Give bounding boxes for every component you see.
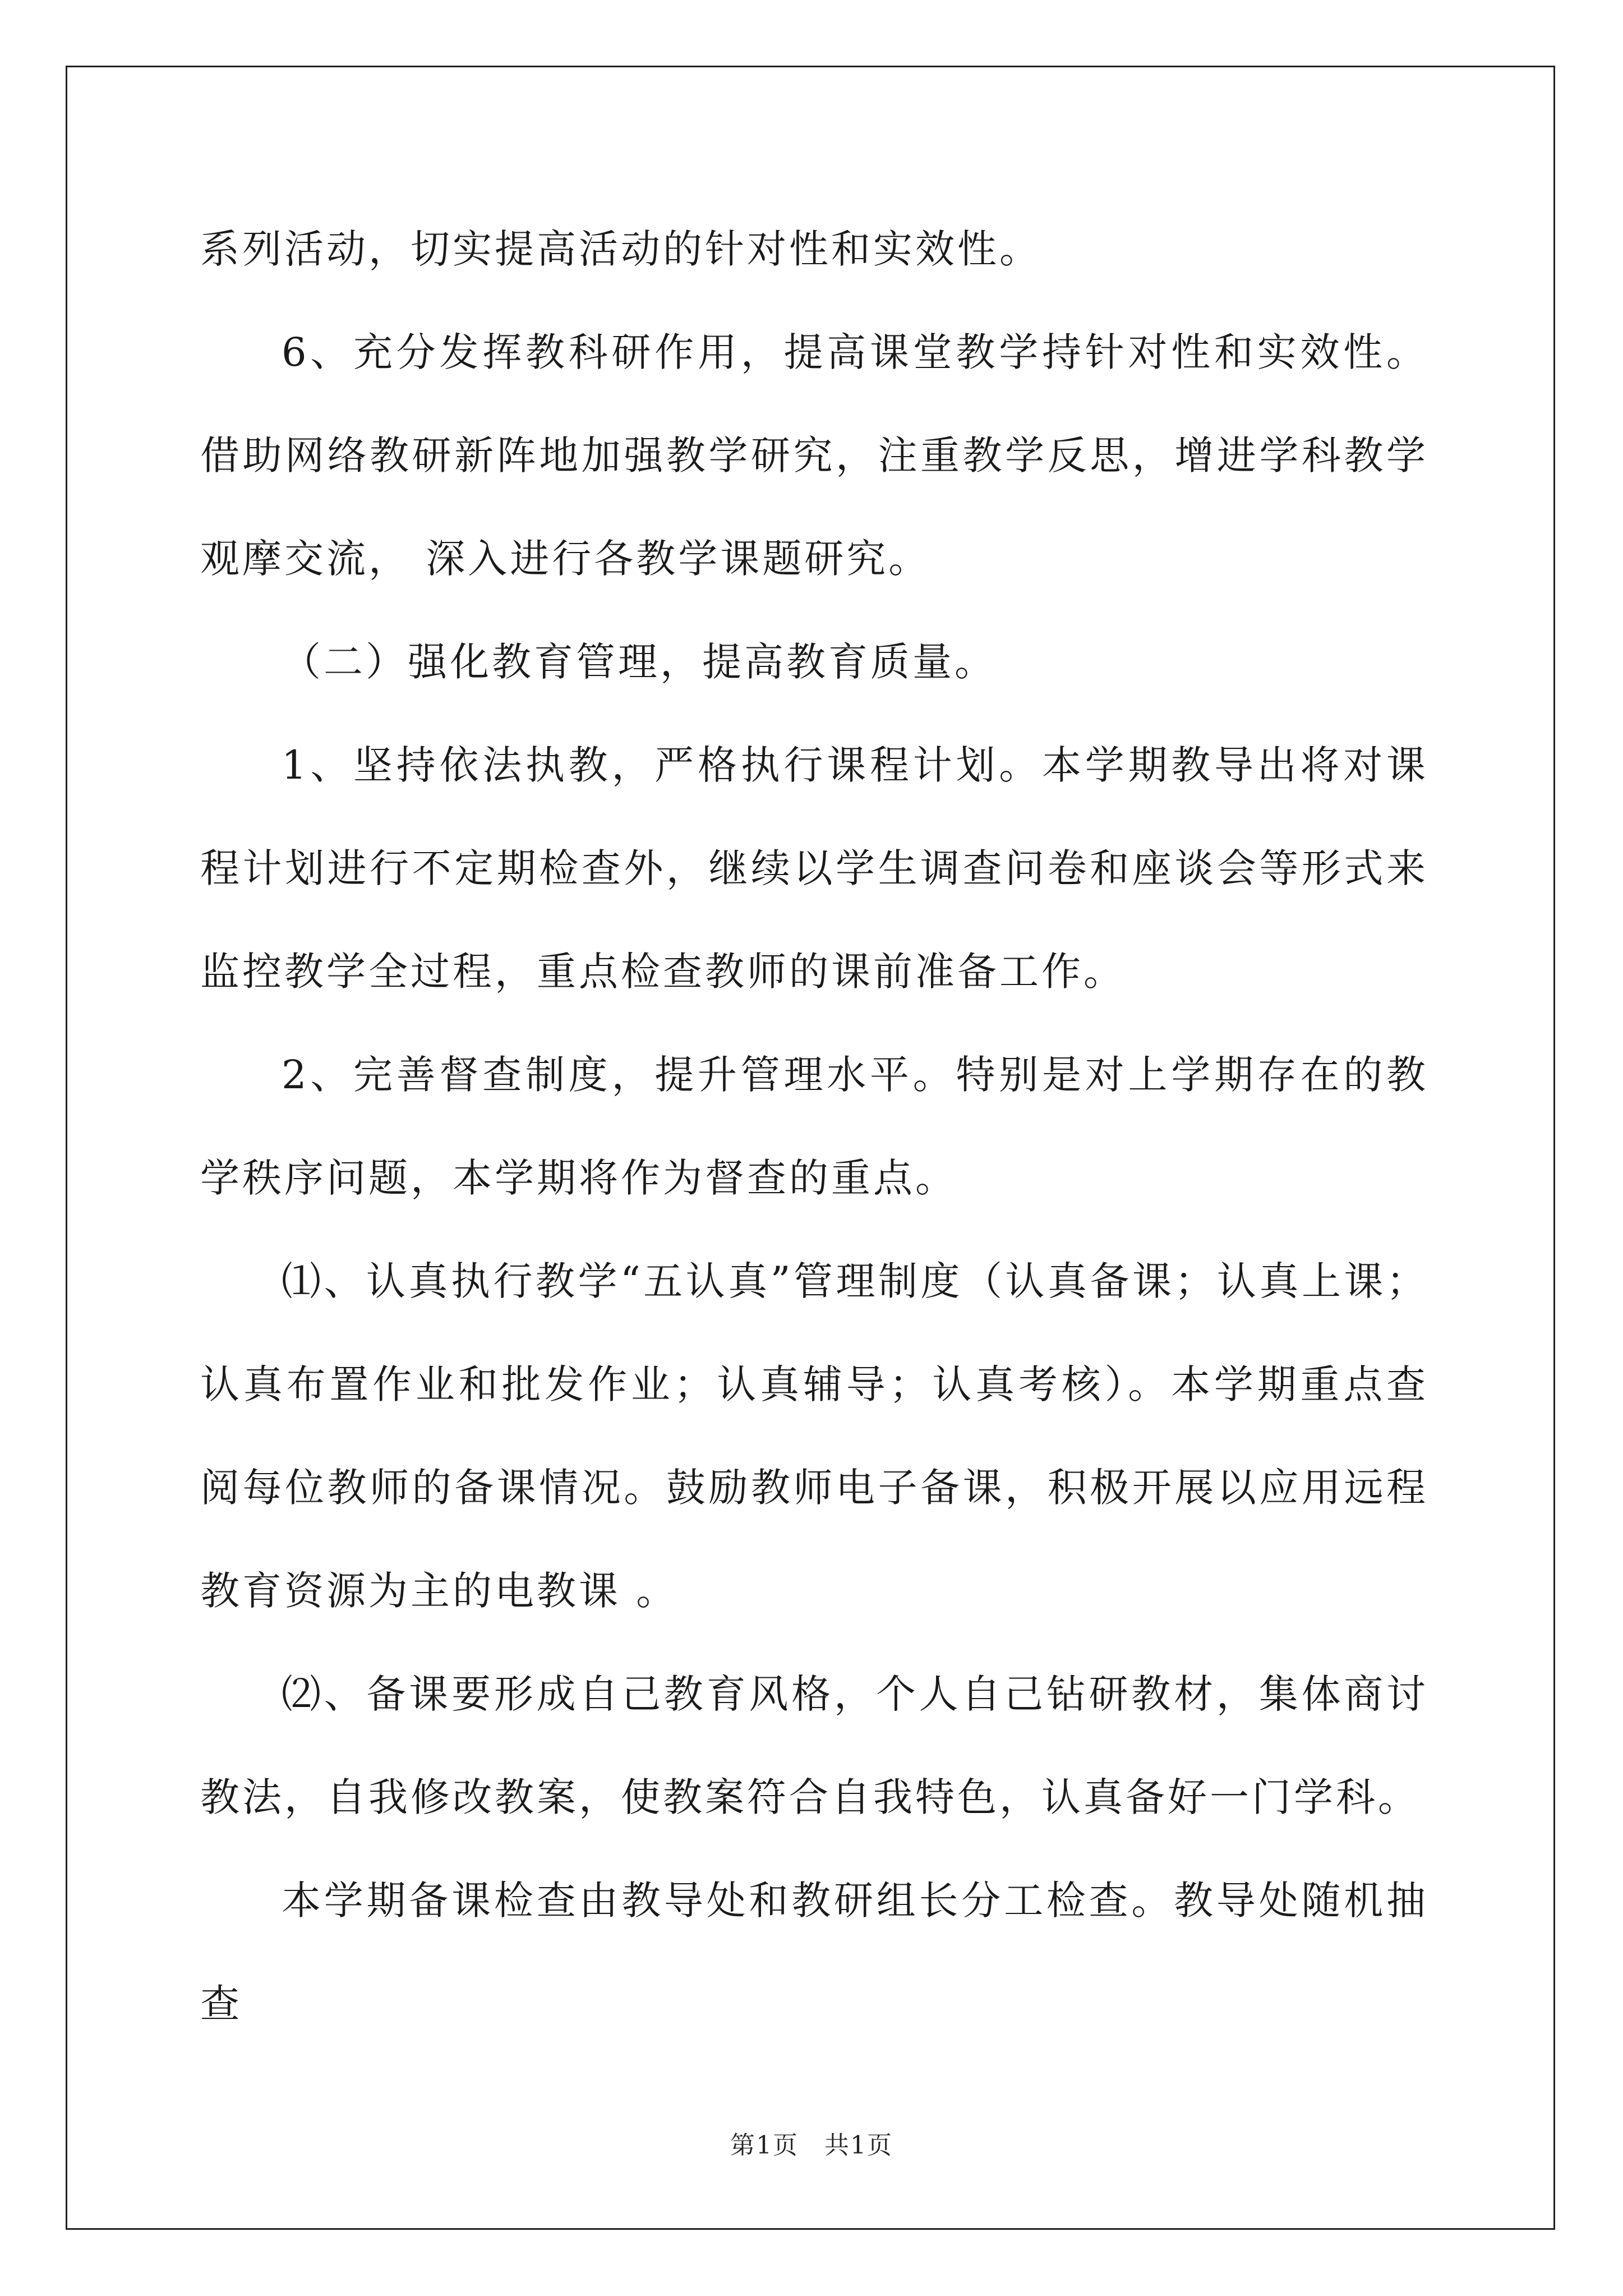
paragraph-6: ⑴、认真执行教学“五认真”管理制度（认真备课；认真上课；认真布置作业和批发作业；认真辅导；认真考核）。本学期重点查阅每位教师的备课情况。鼓励教师电子备课，积极开展以应用远程教育资源为主的电教课 。 xyxy=(200,1258,1428,1614)
page-number-footer: 第1页 共1页 xyxy=(730,2131,893,2160)
paragraph-2: 6、充分发挥教科研作用，提高课堂教学持针对性和实效性。借助网络教研新阵地加强教学研究，注重教学反思，增进学科教学观摩交流， 深入进行各教学课题研究。 xyxy=(200,329,1428,582)
paragraph-4: 1、坚持依法执教，严格执行课程计划。本学期教导出将对课程计划进行不定期检查外，继续以学生调查问卷和座谈会等形式来监控教学全过程，重点检查教师的课前准备工作。 xyxy=(200,742,1428,995)
paragraph-5: 2、完善督查制度，提升管理水平。特别是对上学期存在的教学秩序问题，本学期将作为督查的重点。 xyxy=(200,1052,1428,1201)
paragraph-8: 本学期备课检查由教导处和教研组长分工检查。教导处随机抽查 xyxy=(200,1878,1428,2027)
paragraph-1: 系列活动，切实提高活动的针对性和实效性。 xyxy=(200,226,1041,272)
paragraph-7: ⑵、备课要形成自己教育风格，个人自己钻研教材，集体商讨教法，自我修改教案，使教案符合自我特色，认真备好一门学科。 xyxy=(200,1671,1428,1820)
document-body xyxy=(200,197,1428,2055)
paragraph-3: （二）强化教育管理，提高教育质量。 xyxy=(282,639,997,685)
